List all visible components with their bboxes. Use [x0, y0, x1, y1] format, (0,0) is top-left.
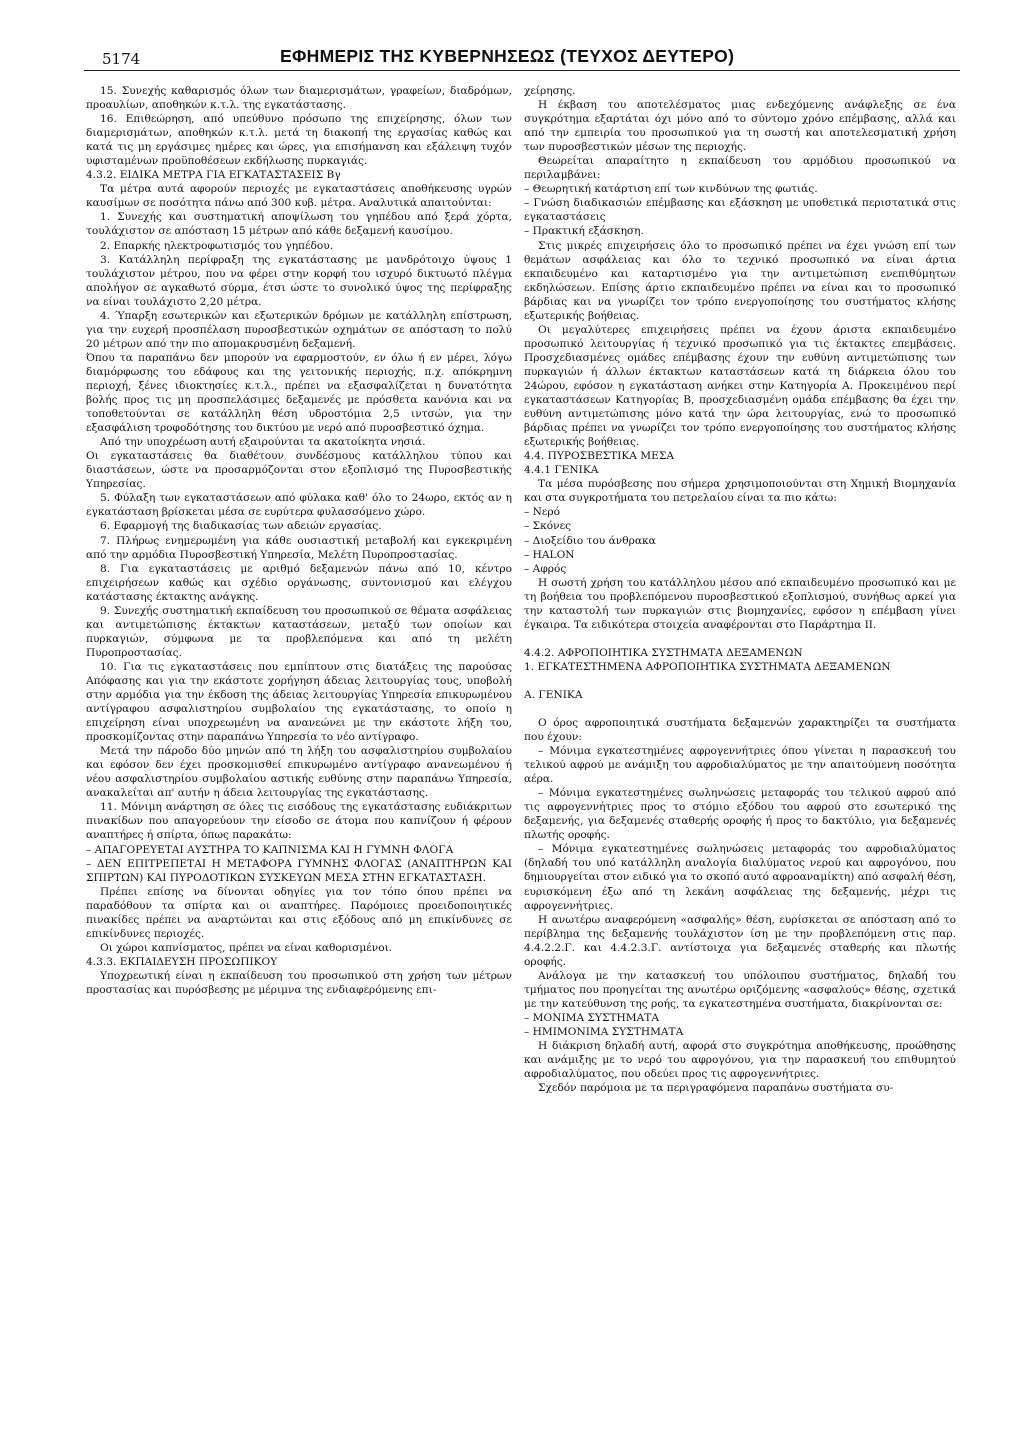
list-item: – Γνώση διαδικασιών επέμβασης και εξάσκηση με υποθετικά περιστατικά στις εγκαταστάσεις	[524, 197, 956, 224]
list-item: – Διοξείδιο του άνθρακα	[524, 534, 656, 547]
paragraph: Τα μέσα πυρόσβεσης που σήμερα χρησιμοποιούνται στη Χημική Βιομηχανία και στα συγκροτήματα του πετρελαίου είναι τα πιο κάτω:	[524, 478, 956, 505]
section-heading: 1. ΕΓΚΑΤΕΣΤΗΜΕΝΑ ΑΦΡΟΠΟΙΗΤΙΚΑ ΣΥΣΤΗΜΑΤΑ ΔΕΞΑΜΕΝΩΝ	[524, 660, 891, 673]
paragraph: 11. Μόνιμη ανάρτηση σε όλες τις εισόδους της εγκατάστασης ευδιάκριτων πινακίδων που απαγορεύουν την είσοδο σε άτομα που καπνίζουν ή φέρουν αναπτήρες ή σπίρτα, όπως παρακάτω:	[86, 801, 512, 842]
paragraph: – Μόνιμα εγκατεστημένες αφρογεννήτριες όπου γίνεται η παρασκευή του τελικού αφρού με ανάμιξη του αφροδιαλύματος με την απαιτούμενη ποσότητα αέρα.	[524, 745, 956, 786]
section-heading: 4.3.3. ΕΚΠΑΙΔΕΥΣΗ ΠΡΟΣΩΠΙΚΟΥ	[86, 955, 278, 968]
paragraph: Σχεδόν παρόμοια με τα περιγραφόμενα παραπάνω συστήματα συ-	[538, 1082, 894, 1095]
list-item: – ΜΟΝΙΜΑ ΣΥΣΤΗΜΑΤΑ	[524, 1011, 660, 1024]
spacer	[524, 702, 956, 716]
left-column	[86, 84, 512, 997]
paragraph: 2. Επαρκής ηλεκτροφωτισμός του γηπέδου.	[100, 239, 334, 252]
paragraph: – Μόνιμα εγκατεστημένες σωληνώσεις μεταφοράς του αφροδιαλύματος (δηλαδή του υπό κατάλληλη αναλογία διαλύματος νερού και αφρογόνου, που δημιουργείται στον ειδικό για το σκοπό αυτό αφροαναμίκτη) από ασφαλή θέση, ευρισκόμενη έξω από τη λεκάνη ασφάλειας της δεξαμενής, μέχρι τις αφρογεννήτριες.	[524, 843, 956, 912]
paragraph: Τα μέτρα αυτά αφορούν περιοχές με εγκαταστάσεις αποθήκευσης υγρών καυσίμων σε ποσότητα πάνω από 300 κυβ. μέτρα. Αναλυτικά απαιτούνται:	[86, 183, 512, 210]
paragraph: 3. Κατάλληλη περίφραξη της εγκατάστασης με μανδρότοιχο ύψους 1 τουλάχιστον μέτρου, που να φέρει στην κορφή του ισχυρό δικτυωτό πλέγμα απολήγον σε αγκαθωτό σύρμα, έτσι ώστε το συνολικό ύψος της περίφραξης να είναι τουλάχιστο 2,20 μέτρα.	[86, 253, 512, 308]
paragraph: Θεωρείται απαραίτητο η εκπαίδευση του αρμόδιου προσωπικού να περιλαμβάνει:	[524, 155, 956, 182]
paragraph: – Μόνιμα εγκατεστημένες σωληνώσεις μεταφοράς του τελικού αφρού από τις αφρογεννήτριες προς το στόμιο εξόδου του αφρού στο εσωτερικό της δεξαμενής, για δεξαμενές σταθερής οροφής ή προς το δακτύλιο, για δεξαμενές πλωτής οροφής.	[524, 787, 956, 842]
paragraph: Ανάλογα με την κατασκευή του υπόλοιπου συστήματος, δηλαδή του τμήματος που προηγείται της ανωτέρω οριζόμενης «ασφαλούς» θέσης, σχετικά με την κατεύθυνση της ροής, τα εγκατεστημένα συστήματα, διακρίνονται σε:	[524, 969, 956, 1010]
gazette-title: ΕΦΗΜΕΡΙΣ ΤΗΣ ΚΥΒΕΡΝΗΣΕΩΣ (ΤΕΥΧΟΣ ΔΕΥΤΕΡΟ)	[280, 46, 735, 66]
paragraph: 5. Φύλαξη των εγκαταστάσεων από φύλακα καθ' όλο το 24ωρο, εκτός αν η εγκατάσταση βρίσκεται μέσα σε ευρύτερα φυλασσόμενο χώρο.	[86, 492, 512, 519]
list-item: – Νερό	[524, 506, 561, 519]
paragraph: Οι εγκαταστάσεις θα διαθέτουν συνδέσμους κατάλληλου τύπου και διαστάσεων, ώστε να προσαρμόζονται στον εξοπλισμό της Πυροσβεστικής Υπηρεσίας.	[86, 450, 512, 491]
list-item: – Σκόνες	[524, 520, 572, 533]
spacer	[524, 674, 956, 688]
list-item: – Πρακτική εξάσκηση.	[524, 225, 644, 238]
paragraph: 16. Επιθεώρηση, από υπεύθυνο πρόσωπο της επιχείρησης, όλων των διαμερισμάτων, αποθηκών κ.τ.λ. μετά τη διακοπή της εργασίας καθώς και κατά τις μη εργάσιμες ημέρες και ώρες, για επισήμανση και εξάλειψη τυχόν υφισταμένων προϋποθέσεων εκδήλωσης πυρκαγιάς.	[86, 113, 512, 168]
paragraph: Από την υποχρέωση αυτή εξαιρούνται τα ακατοίκητα νησιά.	[100, 436, 426, 449]
section-heading: 4.4. ΠΥΡΟΣΒΕΣΤΙΚΑ ΜΕΣΑ	[524, 450, 675, 463]
paragraph: 6. Εφαρμογή της διαδικασίας των αδειών εργασίας.	[100, 520, 382, 533]
section-heading: Α. ΓΕΝΙΚΑ	[524, 688, 583, 701]
paragraph: Η έκβαση του αποτελέσματος μιας ενδεχόμενης ανάφλεξης σε ένα συγκρότημα εξαρτάται όχι μόνο από το σύντομο χρόνο επέμβασης, αλλά και από την εμπειρία του προσωπικού για τη σωστή και αποτελεσματική χρήση των πυροσβεστικών μέσων της περιοχής.	[524, 99, 956, 154]
paragraph: 7. Πλήρως ενημερωμένη για κάθε ουσιαστική μεταβολή και εγκεκριμένη από την αρμόδια Πυροσβεστική Υπηρεσία, Μελέτη Πυροπροστασίας.	[86, 534, 512, 561]
paragraph: Μετά την πάροδο δύο μηνών από τη λήξη του ασφαλιστηρίου συμβολαίου και εφόσον δεν έχει προσκομισθεί επικυρωμένο αντίγραφο ανανεωμένου ή νέου ασφαλιστηρίου συμβολαίου αστικής ευθύνης στην παραπάνω Υπηρεσία, ανακαλείται απ' αυτήν η άδεια λειτουργίας της εγκατάστασης.	[86, 745, 512, 800]
paragraph: 8. Για εγκαταστάσεις με αριθμό δεξαμενών πάνω από 10, κέντρο επιχειρήσεων καθώς και σχέδιο οργάνωσης, συντονισμού και ελέγχου κατάστασης έκτακτης ανάγκης.	[86, 562, 512, 603]
paragraph: Η διάκριση δηλαδή αυτή, αφορά στο συγκρότημα αποθήκευσης, προώθησης και ανάμιξης με το νερό του αφρογόνου, για την παρασκευή του επιθυμητού αφροδιαλύματος, που οδεύει προς τις αφρογεννήτριες.	[524, 1040, 956, 1081]
paragraph: Οι χώροι καπνίσματος, πρέπει να είναι καθορισμένοι.	[100, 941, 393, 954]
page-number: 5174	[102, 50, 141, 68]
paragraph: Πρέπει επίσης να δίνονται οδηγίες για τον τόπο όπου πρέπει να παραδόθουν τα σπίρτα και οι αναπτήρες. Παρόμοιες προειδοποιητικές πινακίδες πρέπει να αναρτώνται και στις εξόδους από μη επικίνδυνες σε επικίνδυνες περιοχές.	[86, 885, 512, 940]
list-item: – ΗΜΙΜΟΝΙΜΑ ΣΥΣΤΗΜΑΤΑ	[524, 1026, 684, 1038]
paragraph: 1. Συνεχής και συστηματική αποψίλωση του γηπέδου από ξερά χόρτα, τουλάχιστον σε απόσταση 15 μέτρων από κάθε δεξαμενή καυσίμου.	[86, 211, 512, 238]
list-item: – Θεωρητική κατάρτιση επί των κινδύνων της φωτιάς.	[524, 183, 818, 196]
paragraph: Υποχρεωτική είναι η εκπαίδευση του προσωπικού στη χρήση των μέτρων προστασίας και πυρόσβεσης με μέριμνα της ενδιαφερόμενης επι-	[86, 969, 512, 996]
page-header	[80, 46, 960, 72]
paragraph: Οι μεγαλύτερες επιχειρήσεις πρέπει να έχουν άριστα εκπαιδευμένο προσωπικό λειτουργίας ή τεχνικό προσωπικό για τις έκτακτες επεμβάσεις. Προσχεδιασμένες ομάδες επέμβασης έχουν την ευθύνη αντιμετώπισης των πυρκαγιών ή άλλων έκτακτων καταστάσεων κατά τη διάρκεια όλου του 24ώρου, εφόσον η εγκατάσταση ανήκει στην Κατηγορία Α. Προκειμένου περί εγκαταστάσεων Κατηγορίας Β, προσχεδιασμένη ομάδα επέμβασης θα έχει την ευθύνη αντιμετώπισης μόνο κατά την ώρα λειτουργίας, ενώ το προσωπικό βάρδιας πρέπει να γνωρίζει τον τρόπο ενεργοποίησης του συστήματος κλήσης εξωτερικής βοήθειας.	[524, 323, 956, 449]
section-heading: 4.4.1 ΓΕΝΙΚΑ	[524, 464, 599, 477]
warning-sign-text: – ΔΕΝ ΕΠΙΤΡΕΠΕΤΑΙ Η ΜΕΤΑΦΟΡΑ ΓΥΜΝΗΣ ΦΛΟΓΑΣ (ΑΝΑΠΤΗΡΩΝ ΚΑΙ ΣΠΙΡΤΩΝ) ΚΑΙ ΠΥΡΟΔΟΤΙΚΩΝ ΣΥΣΚΕΥΩΝ ΜΕΣΑ ΣΤΗΝ ΕΓΚΑΤΑΣΤΑΣΗ.	[86, 857, 512, 884]
paragraph: 15. Συνεχής καθαρισμός όλων των διαμερισμάτων, γραφείων, διαδρόμων, προαυλίων, αποθηκών κ.τ.λ. της εγκατάστασης.	[86, 85, 512, 112]
paragraph: 9. Συνεχής συστηματική εκπαίδευση του προσωπικού σε θέματα ασφάλειας και αντιμετώπισης έκτακτων καταστάσεων, μεταξύ των οποίων και πυρκαγιών, σύμφωνα με τα προβλεπόμενα και από τη μελέτη Πυροπροστασίας.	[86, 604, 512, 659]
paragraph: Η ανωτέρω αναφερόμενη «ασφαλής» θέση, ευρίσκεται σε απόσταση από το περίβλημα της δεξαμενής τουλάχιστον ίση με την προβλεπόμενη στις παρ. 4.4.2.2.Γ. και 4.4.2.3.Γ. αντίστοιχα για δεξαμενές σταθερής και πλωτής οροφής.	[524, 913, 956, 968]
paragraph: χείρησης.	[524, 85, 576, 97]
paragraph: Η σωστή χρήση του κατάλληλου μέσου από εκπαιδευμένο προσωπικό και με τη βοήθεια του προβλεπόμενου πυροσβεστικού εξοπλισμού, συνήθως αρκεί για την καταστολή των πυρκαγιών στις βιομηχανίες, εφόσον η επέμβαση γίνει έγκαιρα. Τα ειδικότερα στοιχεία αναφέρονται στο Παράρτημα ΙΙ.	[524, 576, 956, 631]
paragraph: Στις μικρές επιχειρήσεις όλο το προσωπικό πρέπει να έχει γνώση επί των θεμάτων ασφάλειας και όλο το τεχνικό προσωπικό να είναι άρτια εκπαιδευμένο και καταρτισμένο για την αντιμετώπιση ενεπιθύμητων εκδηλώσεων. Επίσης άρτιο εκπαιδευμένο πρέπει να είναι και το προσωπικό βάρδιας και να γνωρίζει τον τρόπο ενεργοποίησης του συστήματος κλήσης εξωτερικής βοήθειας.	[524, 239, 956, 322]
paragraph: Όπου τα παραπάνω δεν μπορούν να εφαρμοστούν, εν όλω ή εν μέρει, λόγω διαμόρφωσης του εδάφους και της γειτονικής περιοχής, π.χ. απόκρημνη περιοχή, ξένες ιδιοκτησίες κ.τ.λ., πρέπει να εξασφαλίζεται η δυνατότητα βολής προς τις μη προσπελάσιμες δεξαμενές με πρόσθετα κανόνια και να τοποθετούνται σε κατάλληλη θέση υδροστόμια 2,5 ιντσών, για την εξασφάλιση τροφοδότησης του δικτύου με νερό από πυροσβεστικό όχημα.	[86, 351, 512, 435]
header-rule	[84, 70, 960, 71]
list-item: – HALON	[524, 548, 575, 561]
paragraph: Ο όρος αφροποιητικά συστήματα δεξαμενών χαρακτηρίζει τα συστήματα που έχουν:	[524, 716, 956, 744]
right-column	[524, 84, 956, 1095]
section-heading: 4.4.2. ΑΦΡΟΠΟΙΗΤΙΚΑ ΣΥΣΤΗΜΑΤΑ ΔΕΞΑΜΕΝΩΝ	[524, 646, 803, 659]
paragraph: 4. Ύπαρξη εσωτερικών και εξωτερικών δρόμων με κατάλληλη επίστρωση, για την ευχερή προσπέλαση πυροσβεστικών οχημάτων σε απόσταση το πολύ 20 μέτρων από την πιο απομακρυσμένη δεξαμενή.	[86, 309, 512, 350]
warning-sign-text: – ΑΠΑΓΟΡΕΥΕΤΑΙ ΑΥΣΤΗΡΑ ΤΟ ΚΑΠΝΙΣΜΑ ΚΑΙ Η ΓΥΜΝΗ ΦΛΟΓΑ	[86, 843, 454, 856]
spacer	[524, 632, 956, 646]
list-item: – Αφρός	[524, 562, 567, 575]
section-heading: 4.3.2. ΕΙΔΙΚΑ ΜΕΤΡΑ ΓΙΑ ΕΓΚΑΤΑΣΤΑΣΕΙΣ Βγ	[86, 169, 341, 182]
paragraph: 10. Για τις εγκαταστάσεις που εμπίπτουν στις διατάξεις της παρούσας Απόφασης και για την εκάστοτε χορήγηση άδειας λειτουργίας τους, υποβολή στην αρμόδια για την έκδοση της άδειας λειτουργίας Υπηρεσία επικυρωμένου αντίγραφου ασφαλιστηρίου συμβολαίου της εγκατάστασης, το οποίο η επιχείρηση είναι υποχρεωμένη να ανανεώνει με την εκάστοτε λήξη του, προσκομίζοντας στην παραπάνω Υπηρεσία το νέο αντίγραφο.	[86, 660, 512, 744]
